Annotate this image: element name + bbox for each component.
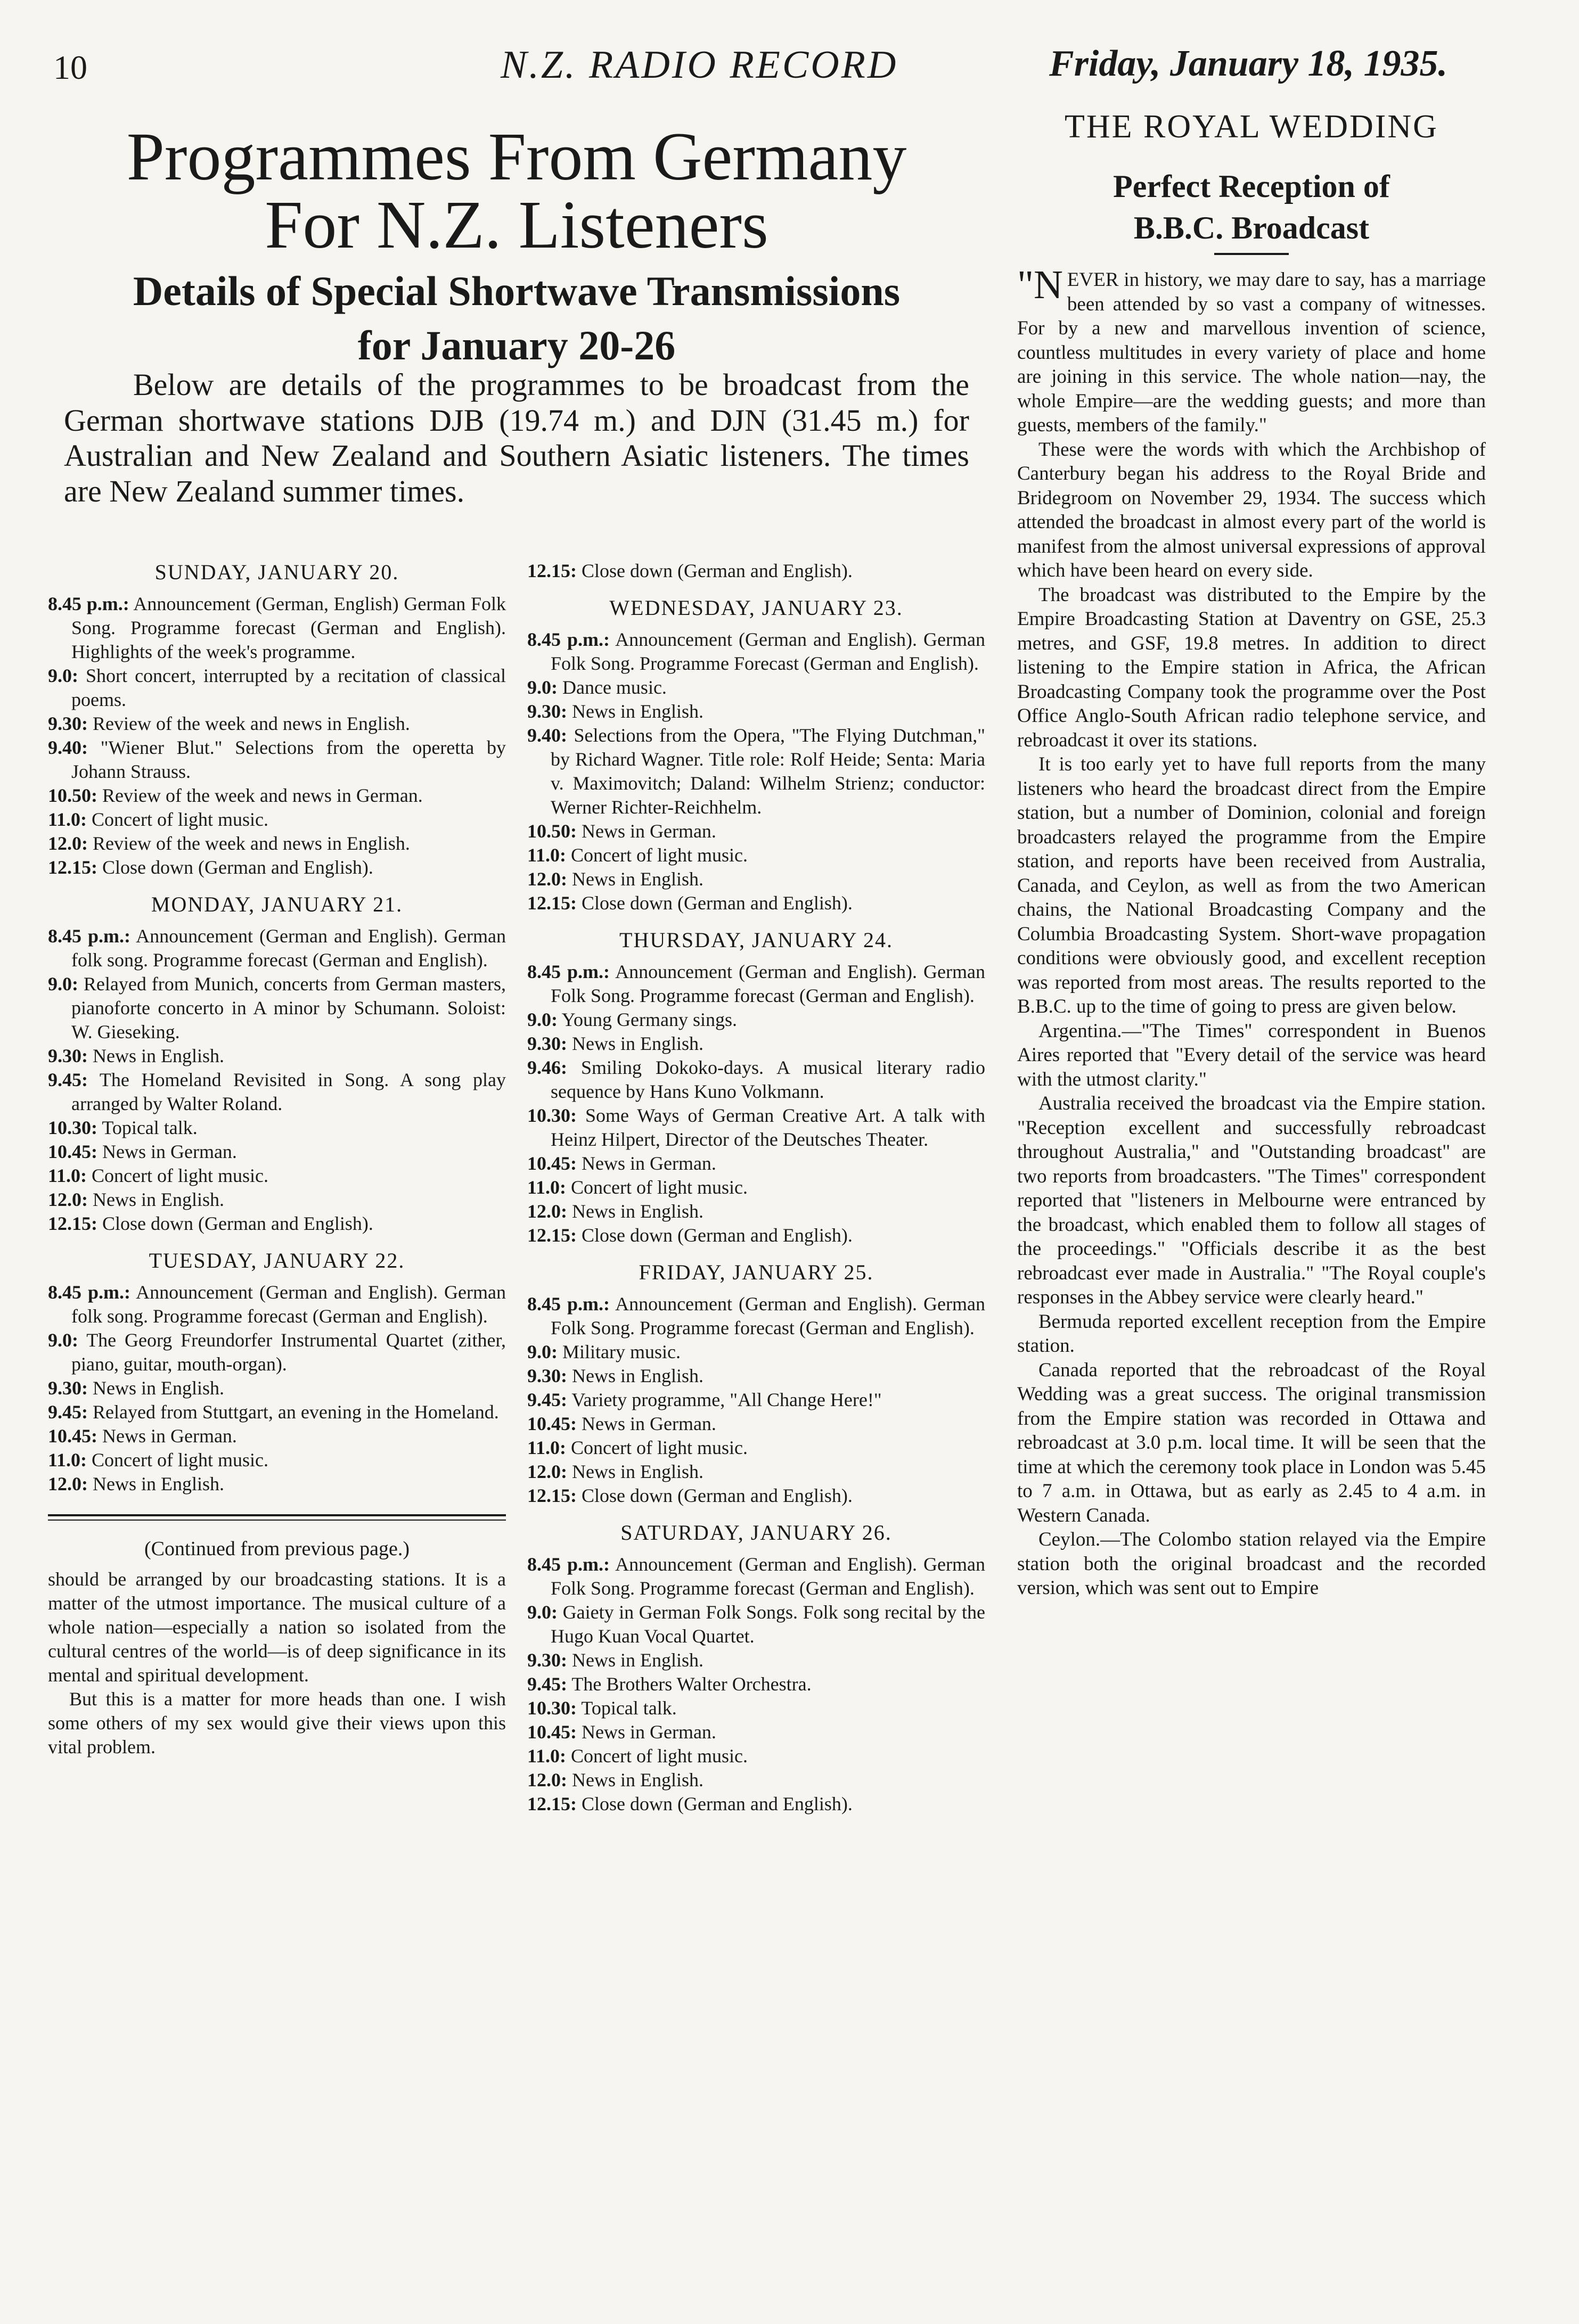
entry-text: News in English. <box>567 1461 703 1482</box>
schedule-entry <box>527 700 985 724</box>
schedule-entry <box>48 1044 506 1068</box>
schedule-entry <box>527 1436 985 1460</box>
entry-text: Selections from the Opera, "The Flying Dutchman," by Richard Wagner. Title role: Rolf Heide; Senta: Maria v. Maximovitch; Daland: Wilhelm Strienz; conductor: Werner Richter-Reichhelm. <box>551 725 985 818</box>
entry-text: Announcement (German and English). German folk song. Programme forecast (German and English). <box>71 1282 506 1327</box>
entry-text: News in English. <box>567 1365 703 1386</box>
entry-text: Topical talk. <box>577 1697 677 1719</box>
entry-time: 8.45 p.m.: <box>48 1282 131 1303</box>
entry-time: 10.45: <box>527 1153 577 1174</box>
schedule-entry <box>48 1280 506 1328</box>
entry-time: 11.0: <box>527 1437 567 1458</box>
entry-time: 9.30: <box>527 1649 567 1671</box>
schedule-entry <box>527 1104 985 1152</box>
entry-time: 9.0: <box>527 1009 558 1030</box>
entry-text: News in German. <box>577 1153 716 1174</box>
entry-time: 9.0: <box>527 1341 558 1362</box>
schedule-entry <box>527 676 985 700</box>
entry-text: Review of the week and news in English. <box>88 833 410 854</box>
schedule-entry <box>48 1328 506 1376</box>
entry-time: 9.30: <box>527 1033 567 1054</box>
entry-text: News in English. <box>567 1649 703 1671</box>
entry-text: Gaiety in German Folk Songs. Folk song recital by the Hugo Kuan Vocal Quartet. <box>551 1602 985 1647</box>
entry-time: 10.45: <box>48 1141 97 1162</box>
schedule-entry <box>48 924 506 972</box>
schedule-entry <box>48 1400 506 1424</box>
page-number: 10 <box>53 48 87 86</box>
entry-text: Relayed from Stuttgart, an evening in the Homeland. <box>88 1401 499 1423</box>
schedule-entry <box>527 1696 985 1720</box>
entry-time: 9.40: <box>48 737 88 758</box>
entry-time: 9.0: <box>48 665 78 686</box>
schedule-column-1 <box>48 559 506 1759</box>
schedule-entry <box>527 1744 985 1768</box>
entry-time: 12.15: <box>527 892 577 914</box>
schedule-entry <box>48 832 506 856</box>
entry-time: 8.45 p.m.: <box>527 961 610 982</box>
entry-time: 10.30: <box>527 1697 577 1719</box>
schedule-entry <box>527 819 985 843</box>
entry-text: Concert of light music. <box>566 1745 748 1767</box>
schedule-entry <box>527 1152 985 1176</box>
day-heading: FRIDAY, JANUARY 25. <box>639 1260 874 1284</box>
article-paragraph <box>1017 262 1486 438</box>
day-heading: TUESDAY, JANUARY 22. <box>149 1249 405 1272</box>
entry-time: 11.0: <box>527 1745 567 1767</box>
entry-time: 9.30: <box>48 1045 88 1066</box>
continued-paragraph: But this is a matter for more heads than one. I wish some others of my sex would give their views upon this vital problem. <box>48 1688 506 1758</box>
day-heading: MONDAY, JANUARY 21. <box>151 892 403 916</box>
entry-time: 10.45: <box>527 1413 577 1434</box>
entry-time: 12.15: <box>527 1485 577 1506</box>
entry-text: Announcement (German and English). German Folk Song. Programme forecast (German and English). <box>551 961 985 1006</box>
publication-name: N.Z. RADIO RECORD <box>501 43 898 87</box>
article-subtitle-line-2: B.B.C. Broadcast <box>1133 210 1370 246</box>
entry-time: 9.0: <box>48 973 78 995</box>
schedule-entry <box>527 1176 985 1200</box>
schedule-entry <box>48 856 506 880</box>
entry-time: 9.30: <box>48 713 88 734</box>
entry-time: 9.40: <box>527 725 567 746</box>
schedule-entry <box>527 1792 985 1816</box>
schedule-entry <box>48 1140 506 1164</box>
entry-time: 10.50: <box>527 820 577 842</box>
entry-text: The Georg Freundorfer Instrumental Quartet (zither, piano, guitar, mouth-organ). <box>71 1329 506 1375</box>
article-title: THE ROYAL WEDDING <box>1065 109 1438 145</box>
entry-text: Concert of light music. <box>87 809 268 830</box>
entry-time: 9.0: <box>527 677 558 698</box>
schedule-entry <box>48 1448 506 1472</box>
schedule-entry <box>527 843 985 867</box>
entry-text: News in German. <box>97 1425 237 1447</box>
continued-paragraph: should be arranged by our broadcasting stations. It is a matter of the utmost importance. The musical culture of a whole nation—especially a nation so isolated from the cultural centres of the world—is of deep significance in its mental and spiritual development. <box>48 1568 506 1686</box>
entry-time: 8.45 p.m.: <box>527 1293 610 1315</box>
entry-text: Young Germany sings. <box>558 1009 738 1030</box>
article-headline <box>48 119 985 368</box>
entry-text: Topical talk. <box>97 1117 198 1138</box>
entry-time: 12.15: <box>48 857 97 878</box>
entry-text: Concert of light music. <box>566 1437 748 1458</box>
article-paragraph: Ceylon.—The Colombo station relayed via the Empire station both the original broadcast and the recorded version, which was sent out to Empire <box>1017 1529 1486 1599</box>
article-paragraph: It is too early yet to have full reports from the many listeners who heard the broadcast direct from the Empire station, but a number of Dominion, colonial and foreign broadcasters relayed the programme from the Empire station, and reports have been received from Australia, Canada, and Ceylon, as well as from the two American chains, the National Broadcasting Company and the Columbia Broadcasting System. Short-wave propagation conditions were obviously good, and excellent reception was reported from most areas. The results reported to the B.B.C. up to the time of going to press are given below. <box>1017 753 1486 1018</box>
paragraph-text: EVER in history, we may dare to say, has a marriage been attended by so vast a company of witnesses. For by a new and marvellous invention of science, countless multitudes in every variety of place and home are joining in this service. The whole nation—nay, the whole Empire—are the wedding guests; and more than guests, members of the family." <box>1017 269 1486 437</box>
entry-text: News in English. <box>88 1045 224 1066</box>
entry-time: 9.45: <box>48 1401 88 1423</box>
entry-time: 12.0: <box>527 1201 567 1222</box>
entry-text: Review of the week and news in English. <box>88 713 410 734</box>
schedule-entry <box>48 1164 506 1188</box>
schedule-entry <box>527 891 985 915</box>
entry-text: Short concert, interrupted by a recitation of classical poems. <box>71 665 506 710</box>
schedule-entry <box>527 1412 985 1436</box>
schedule-entry <box>527 628 985 676</box>
entry-time: 10.45: <box>527 1721 577 1743</box>
entry-text: Close down (German and English). <box>577 560 853 581</box>
entry-text: Concert of light music. <box>87 1165 268 1186</box>
entry-text: News in English. <box>567 1769 703 1791</box>
schedule-entry <box>48 972 506 1044</box>
headline-line-1: Programmes From Germany <box>126 119 907 194</box>
entry-text: Relayed from Munich, concerts from German masters, pianoforte concerto in A minor by Schumann. Soloist: W. Gieseking. <box>71 973 506 1042</box>
entry-time: 10.45: <box>48 1425 97 1447</box>
entry-text: News in English. <box>567 1201 703 1222</box>
entry-time: 9.45: <box>48 1069 88 1090</box>
entry-text: Dance music. <box>558 677 667 698</box>
entry-text: The Homeland Revisited in Song. A song play arranged by Walter Roland. <box>71 1069 506 1114</box>
schedule-entry <box>527 1553 985 1600</box>
schedule-entry <box>48 1068 506 1116</box>
schedule-entry <box>527 1720 985 1744</box>
schedule-entry <box>527 559 985 583</box>
schedule-entry <box>527 1340 985 1364</box>
continued-heading: (Continued from previous page.) <box>144 1538 410 1560</box>
article-paragraph: Australia received the broadcast via the Empire station. "Reception excellent and successfully rebroadcast throughout Australia," and "Outstanding broadcast" are two reports from broadcasters. "The Times" correspondent reported that "listeners in Melbourne were entranced by the broadcast, which enabled them to follow all stages of the proceedings." "Officials describe it as the best rebroadcast ever made in Australia." "The Royal couple's responses in the Abbey service were clearly heard." <box>1017 1093 1486 1309</box>
entry-time: 9.46: <box>527 1057 567 1078</box>
schedule-entry <box>48 1212 506 1236</box>
schedule-entry <box>48 736 506 784</box>
schedule-entry <box>527 1672 985 1696</box>
entry-time: 8.45 p.m.: <box>48 593 129 614</box>
schedule-entry <box>527 1200 985 1223</box>
entry-text: Close down (German and English). <box>577 1793 853 1814</box>
schedule-entry <box>527 1008 985 1032</box>
entry-time: 9.30: <box>527 701 567 722</box>
schedule-entry <box>527 1460 985 1484</box>
entry-text: News in English. <box>88 1377 224 1399</box>
entry-text: Variety programme, "All Change Here!" <box>567 1389 882 1410</box>
entry-time: 12.0: <box>48 833 88 854</box>
subheadline-line-2: for January 20-26 <box>357 322 676 368</box>
entry-time: 11.0: <box>48 1165 87 1186</box>
schedule-entry <box>527 1056 985 1104</box>
friday-entries <box>527 1292 985 1508</box>
subheadline-line-1: Details of Special Shortwave Transmissions <box>133 268 901 314</box>
headline-line-2: For N.Z. Listeners <box>265 187 768 262</box>
day-heading: THURSDAY, JANUARY 24. <box>619 928 893 952</box>
royal-wedding-column <box>1017 106 1486 1600</box>
schedule-entry <box>48 1188 506 1212</box>
schedule-entry <box>527 1388 985 1412</box>
entry-time: 12.15: <box>527 1793 577 1814</box>
entry-time: 9.45: <box>527 1673 567 1695</box>
schedule-entry <box>48 1472 506 1496</box>
entry-text: Military music. <box>558 1341 681 1362</box>
schedule-entry <box>527 867 985 891</box>
entry-text: News in English. <box>567 1033 703 1054</box>
entry-text: Concert of light music. <box>566 844 748 866</box>
entry-time: 11.0: <box>527 1177 567 1198</box>
day-heading: WEDNESDAY, JANUARY 23. <box>609 596 903 620</box>
entry-time: 9.45: <box>527 1389 567 1410</box>
schedule-entry <box>48 592 506 664</box>
entry-text: Close down (German and English). <box>577 1485 853 1506</box>
entry-time: 12.0: <box>527 868 567 890</box>
article-subtitle-line-1: Perfect Reception of <box>1113 168 1390 204</box>
day-heading: SUNDAY, JANUARY 20. <box>154 560 399 584</box>
entry-time: 11.0: <box>48 809 87 830</box>
schedule-entry <box>527 1223 985 1247</box>
drop-cap: "N <box>1017 262 1063 308</box>
entry-time: 9.0: <box>48 1329 78 1351</box>
entry-time: 12.15: <box>527 560 577 581</box>
schedule-entry <box>48 1116 506 1140</box>
entry-time: 10.50: <box>48 785 97 806</box>
thursday-entries <box>527 960 985 1247</box>
schedule-entry <box>527 724 985 819</box>
entry-text: Announcement (German, English) German Folk Song. Programme forecast (German and English). Highlights of the week's programme. <box>71 593 506 662</box>
entry-time: 12.15: <box>48 1213 97 1234</box>
entry-text: Announcement (German and English). German Folk Song. Programme forecast (German and English). <box>551 1554 985 1599</box>
sunday-entries <box>48 592 506 880</box>
entry-text: News in English. <box>88 1189 224 1210</box>
entry-text: News in German. <box>577 820 716 842</box>
entry-text: Review of the week and news in German. <box>97 785 423 806</box>
entry-time: 8.45 p.m.: <box>48 925 131 947</box>
entry-time: 12.0: <box>48 1189 88 1210</box>
schedule-entry <box>48 712 506 736</box>
entry-time: 10.30: <box>527 1105 577 1126</box>
intro-paragraph: Below are details of the programmes to be broadcast from the German shortwave stations DJB (19.74 m.) and DJN (31.45 m.) for Australian and New Zealand and Southern Asiatic listeners. The times are New Zealand summer times. <box>64 367 969 509</box>
article-paragraph: The broadcast was distributed to the Empire by the Empire Broadcasting Station at Daventry on GSE, 25.3 metres, and GSF, 19.8 metres. In addition to direct listening to the Empire station in Africa, the African Broadcasting Company took the programme over the Post Office Anglo-South African radio telephone service, and rebroadcast it over its stations. <box>1017 584 1486 751</box>
schedule-column-2 <box>527 559 985 1816</box>
section-divider <box>48 1514 506 1521</box>
schedule-entry <box>48 1376 506 1400</box>
schedule-entry <box>48 1424 506 1448</box>
wednesday-entries <box>527 628 985 915</box>
entry-text: Close down (German and English). <box>577 892 853 914</box>
saturday-entries <box>527 1553 985 1816</box>
entry-time: 8.45 p.m.: <box>527 1554 610 1575</box>
entry-time: 9.30: <box>48 1377 88 1399</box>
entry-time: 12.0: <box>48 1473 88 1494</box>
schedule-entry <box>527 1364 985 1388</box>
entry-text: Concert of light music. <box>87 1449 268 1471</box>
entry-time: 12.15: <box>527 1225 577 1246</box>
article-paragraph: Canada reported that the rebroadcast of the Royal Wedding was a great success. The original transmission from the Empire station was recorded in Ottawa and rebroadcast at 3.0 p.m. local time. It will be seen that the time at which the ceremony took place in London was 5.45 to 7 a.m. in Ottawa, but as early as 2.45 to 4 a.m. in Western Canada. <box>1017 1359 1486 1526</box>
entry-text: News in English. <box>567 868 703 890</box>
schedule-entry <box>48 664 506 712</box>
tuesday-entries <box>48 1280 506 1496</box>
entry-time: 9.30: <box>527 1365 567 1386</box>
entry-text: Close down (German and English). <box>577 1225 853 1246</box>
entry-time: 12.0: <box>527 1769 567 1791</box>
schedule-entry <box>527 1648 985 1672</box>
entry-text: Announcement (German and English). German Folk Song. Programme Forecast (German and English). <box>551 629 985 674</box>
entry-text: News in English. <box>567 701 703 722</box>
entry-text: The Brothers Walter Orchestra. <box>567 1673 812 1695</box>
article-paragraph: Bermuda reported excellent reception from the Empire station. <box>1017 1310 1486 1357</box>
entry-text: News in German. <box>97 1141 237 1162</box>
entry-time: 10.30: <box>48 1117 97 1138</box>
article-paragraph: These were the words with which the Archbishop of Canterbury began his address to the Royal Bride and Bridegroom on November 29, 1934. The success which attended the broadcast in almost every part of the world is manifest from the almost universal expressions of approval which have been heard on every side. <box>1017 438 1486 582</box>
entry-text: Close down (German and English). <box>97 1213 373 1234</box>
entry-time: 12.0: <box>527 1461 567 1482</box>
schedule-entry <box>527 1768 985 1792</box>
article-paragraph: Argentina.—"The Times" correspondent in Buenos Aires reported that "Every detail of the service was heard with the utmost clarity." <box>1017 1020 1486 1090</box>
schedule-entry <box>527 1292 985 1340</box>
entry-time: 11.0: <box>527 844 567 866</box>
entry-time: 8.45 p.m.: <box>527 629 610 650</box>
schedule-entry <box>527 960 985 1008</box>
entry-text: "Wiener Blut." Selections from the operetta by Johann Strauss. <box>71 737 506 782</box>
entry-text: Announcement (German and English). German folk song. Programme forecast (German and English). <box>71 925 506 971</box>
page-header <box>0 43 1579 101</box>
entry-time: 11.0: <box>48 1449 87 1471</box>
entry-text: Smiling Dokoko-days. A musical literary radio sequence by Hans Kuno Volkmann. <box>551 1057 985 1102</box>
entry-text: Some Ways of German Creative Art. A talk with Heinz Hilpert, Director of the Deutsches Theater. <box>551 1105 985 1150</box>
title-rule <box>1214 253 1289 255</box>
issue-date: Friday, January 18, 1935. <box>1049 43 1448 84</box>
entry-text: Close down (German and English). <box>97 857 373 878</box>
monday-entries <box>48 924 506 1236</box>
entry-text: Announcement (German and English). German Folk Song. Programme forecast (German and English). <box>551 1293 985 1338</box>
entry-text: Concert of light music. <box>566 1177 748 1198</box>
schedule-entry <box>527 1032 985 1056</box>
entry-text: News in German. <box>577 1413 716 1434</box>
day-heading: SATURDAY, JANUARY 26. <box>620 1521 892 1545</box>
schedule-entry <box>527 1484 985 1508</box>
entry-text: News in English. <box>88 1473 224 1494</box>
entry-text: News in German. <box>577 1721 716 1743</box>
schedule-entry <box>48 784 506 808</box>
schedule-entry <box>527 1600 985 1648</box>
entry-time: 9.0: <box>527 1602 558 1623</box>
schedule-entry <box>48 808 506 832</box>
